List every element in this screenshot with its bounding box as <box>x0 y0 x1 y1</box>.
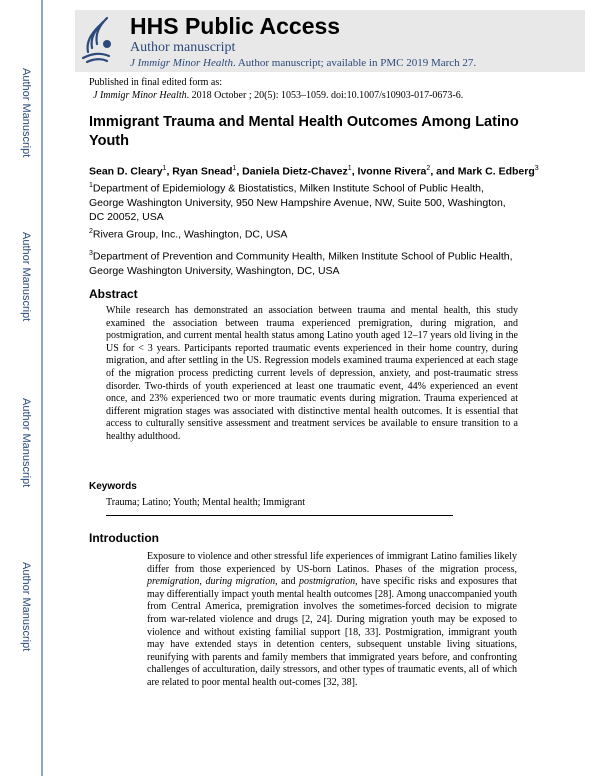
affiliation-text: Rivera Group, Inc., Washington, DC, USA <box>92 228 288 241</box>
author-separator: , and <box>430 165 458 178</box>
abstract-heading: Abstract <box>89 287 138 301</box>
author-separator: , <box>351 165 358 178</box>
citation-details: . 2018 October ; 20(5): 1053–1059. doi:10.1007/s10903-017-0673-6. <box>186 90 464 101</box>
journal-name: J Immigr Minor Health <box>130 57 233 69</box>
affiliation-text: Department of Prevention and Community Health, Milken Institute School of Public Health, George Washington University, Washington, DC, USA <box>89 250 513 277</box>
journal-availability-line <box>130 57 476 69</box>
affiliation-mark: 3 <box>89 250 93 257</box>
availability-text: . Author manuscript; available in PMC 2019 March 27. <box>232 57 477 69</box>
affiliation-2 <box>89 225 519 242</box>
article-title: Immigrant Trauma and Mental Health Outcomes Among Latino Youth <box>89 114 519 149</box>
intro-emphasis: postmigration <box>299 576 356 588</box>
side-label-author-manuscript: Author Manuscript <box>20 562 32 652</box>
intro-emphasis: during migration <box>205 576 276 588</box>
abstract-text: While research has demonstrated an association between trauma and mental health, this study examined the association between trauma experienced premigration, during migration, and postmigration, and current mental health status among Latino youth aged 12–17 years old living in the US for < 3 years. Participants reported traumatic events experienced in their home country, during migration, and after settling in the US. Regression models examined trauma experienced at each stage of the migration process predicting current levels of depression, anxiety, and post-traumatic stress disorder. Two-thirds of youth experienced at least one traumatic event, 44% experienced an event once, and 23% experienced two or more traumatic events during migration. Trauma experienced at different migration stages was associated with distinctive mental health outcomes. It is essential that access to culturally sensitive assessment and treatment services be available to ensure transition to a healthy adulthood. <box>106 305 518 442</box>
affiliation-mark: 1 <box>89 182 93 189</box>
author-affiliation-mark: 1 <box>162 165 167 172</box>
introduction-paragraph <box>147 551 517 690</box>
side-label-author-manuscript: Author Manuscript <box>20 68 32 158</box>
author-affiliation-mark: 2 <box>426 165 431 172</box>
hhs-public-access-title: HHS Public Access <box>130 13 341 39</box>
published-label: Published in final edited form as: <box>89 77 223 88</box>
published-citation <box>93 90 463 101</box>
affiliation-3 <box>89 247 519 278</box>
author-separator: , <box>236 165 243 178</box>
author-manuscript-subtitle: Author manuscript <box>130 40 236 55</box>
author-affiliation-mark: 1 <box>232 165 237 172</box>
author-name: Daniela Dietz-Chavez <box>242 165 348 178</box>
intro-emphasis: premigration <box>147 576 200 588</box>
keywords-heading: Keywords <box>89 481 137 492</box>
author-affiliation-mark: 3 <box>534 165 539 172</box>
side-label-author-manuscript: Author Manuscript <box>20 232 32 322</box>
author-name: Ryan Snead <box>172 165 233 178</box>
author-affiliation-mark: 1 <box>347 165 352 172</box>
author-name: Mark C. Edberg <box>457 165 535 178</box>
keywords-divider <box>106 515 453 516</box>
author-name: Ivonne Rivera <box>357 165 427 178</box>
affiliation-1 <box>89 179 519 224</box>
keywords-text: Trauma; Latino; Youth; Mental health; Immigrant <box>106 497 306 508</box>
intro-text: , have specific risks and exposures that may differentially impact youth mental health outcomes [28]. Among unaccompanied youth from Central America, premigration involves the sometimes-forced decision to migrate from war-related violence and drugs [2, 24]. During migration youth may be exposed to violence and without existing familial support [18, 33]. Postmigration, immigrant youth may have extended stays in detention centers, subsequent unstable living situations, reunifying with parents and family members that immigrated years before, and confronting challenges of acculturation, daily stressors, and other types of traumatic events, all of which are related to poor mental health out-comes [32, 38]. <box>147 576 518 688</box>
intro-text: , and <box>275 576 300 588</box>
author-name: Sean D. Cleary <box>89 165 163 178</box>
affiliation-text: Department of Epidemiology & Biostatistics, Milken Institute School of Public Health, George Washington University, 950 New Hampshire Avenue, NW, Suite 500, Washington, DC 20052, USA <box>89 182 506 223</box>
author-separator: , <box>166 165 173 178</box>
intro-text: Exposure to violence and other stressful life experiences of immigrant Latino families likely differ from those experienced by US-born Latinos. Phases of the migration process, <box>147 551 517 575</box>
margin-divider <box>41 0 43 776</box>
introduction-heading: Introduction <box>89 531 159 545</box>
side-label-author-manuscript: Author Manuscript <box>20 398 32 488</box>
author-list <box>89 165 589 178</box>
affiliation-mark: 2 <box>89 228 93 235</box>
intro-text: , <box>199 576 206 588</box>
citation-journal: J Immigr Minor Health <box>93 90 187 101</box>
hhs-eagle-logo-icon <box>77 14 117 66</box>
